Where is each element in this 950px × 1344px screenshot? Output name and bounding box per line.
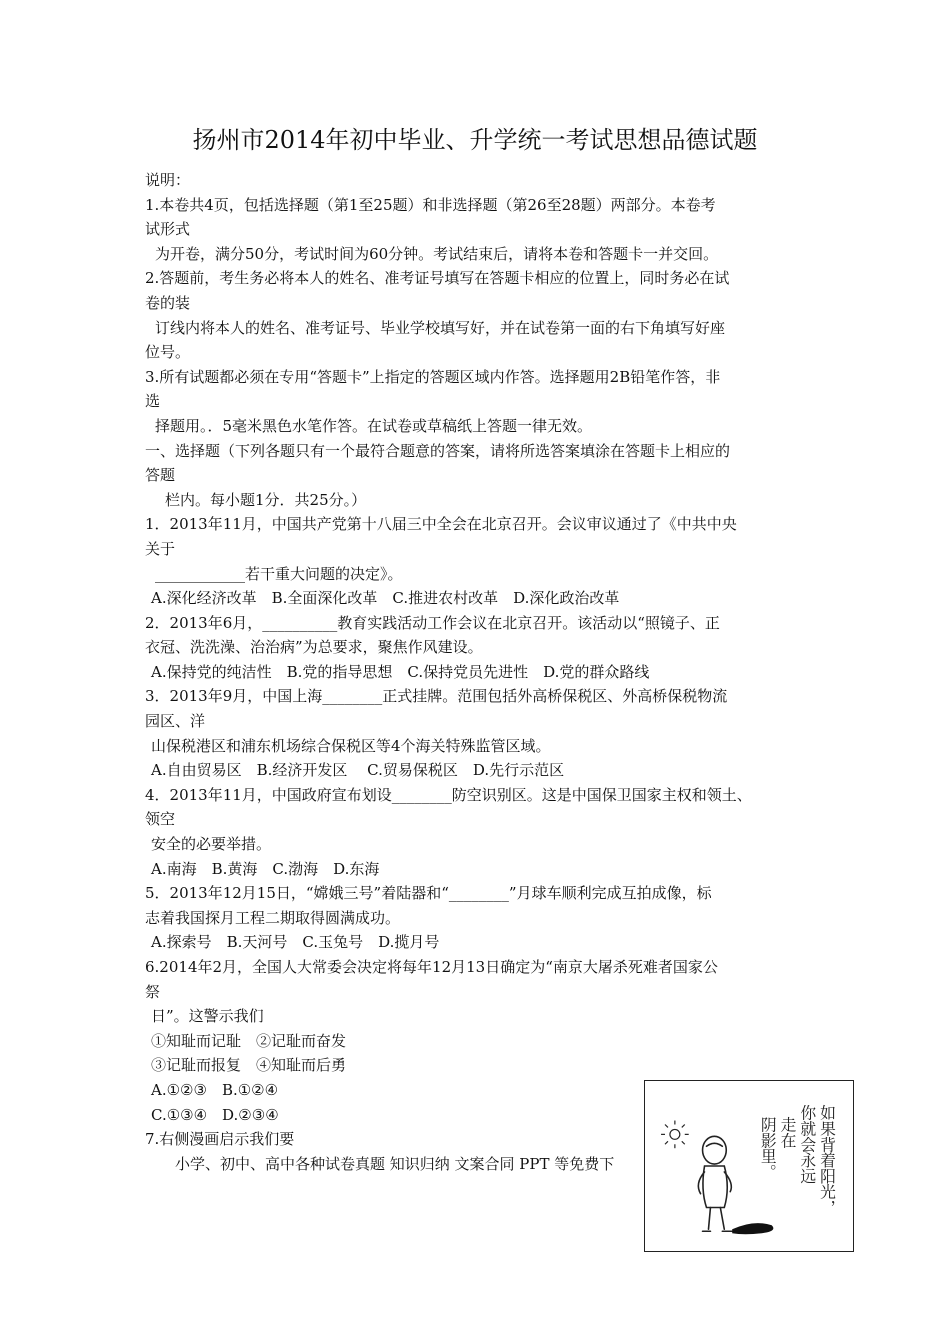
question-options: A.①②③ B.①②④ [151, 1080, 279, 1099]
exam-body [145, 168, 810, 1176]
question-stem: 3．2013年9月，中国上海________正式挂牌。范围包括外高桥保税区、外高桥保税物流 [145, 687, 728, 706]
comic-caption-col-1: 如果背着阳光， [817, 1104, 837, 1216]
question-stem: 山保税港区和浦东机场综合保税区等4个海关特殊监管区域。 [151, 736, 551, 755]
question-options: A.探索号 B.天河号 C.玉兔号 D.揽月号 [151, 933, 440, 952]
comic-caption-col-2: 你就会永远 [797, 1104, 817, 1184]
question-stem: 园区、洋 [145, 712, 206, 731]
instruction-line: 1.本卷共4页，包括选择题（第1至25题）和非选择题（第26至28题）两部分。本卷考 [145, 195, 716, 214]
question-stem: 领空 [145, 810, 176, 829]
question-stem: 5．2013年12月15日，“嫦娥三号”着陆器和“________”月球车顺利完成互拍成像，标 [145, 884, 712, 903]
comic-illustration [644, 1080, 854, 1252]
instruction-line: 择题用。．5毫米黑色水笔作答。在试卷或草稿纸上答题一律无效。 [155, 416, 593, 435]
comic-caption-col-4: 阴影里。 [758, 1116, 778, 1180]
comic-caption-col-3: 走在 [778, 1116, 798, 1149]
instruction-line: 3.所有试题都必须在专用“答题卡”上指定的答题区域内作答。选择题用2B铅笔作答，非 [145, 367, 721, 386]
question-stem: 1．2013年11月，中国共产党第十八届三中全会在北京召开。会议审议通过了《中共中央 [145, 515, 737, 534]
instruction-line: 位号。 [145, 343, 191, 362]
instructions-heading: 说明： [145, 171, 191, 189]
comic-drawing [645, 1081, 853, 1251]
section-heading: 一、选择题（下列各题只有一个最符合题意的答案，请将所选答案填涂在答题卡上相应的 [145, 441, 731, 460]
sun-icon [661, 1121, 689, 1149]
question-options: C.①③④ D.②③④ [151, 1105, 279, 1124]
instruction-line: 2.答题前，考生务必将本人的姓名、准考证号填写在答题卡相应的位置上，同时务必在试 [145, 269, 730, 288]
question-options: A.深化经济改革 B.全面深化改革 C.推进农村改革 D.深化政治改革 [151, 589, 620, 608]
question-stem: 安全的必要举措。 [151, 835, 272, 854]
instruction-line: 为开卷，满分50分，考试时间为60分钟。考试结束后，请将本卷和答题卡一并交回。 [155, 244, 719, 263]
instruction-line: 选 [145, 392, 161, 411]
question-options: A.南海 B.黄海 C.渤海 D.东海 [151, 859, 380, 878]
instruction-line: 试形式 [145, 220, 191, 239]
question-options: A.自由贸易区 B.经济开发区 C.贸易保税区 D.先行示范区 [151, 761, 565, 780]
shadow-shape [732, 1223, 773, 1234]
question-stem: ____________若干重大问题的决定》。 [155, 564, 403, 583]
question-stem: 4．2013年11月，中国政府宣布划设________防空识别区。这是中国保卫国家主权和领土、 [145, 785, 752, 804]
question-stem: 关于 [145, 539, 176, 558]
footer-text: 小学、初中、高中各种试卷真题 知识归纳 文案合同 PPT 等免费下 [175, 1154, 615, 1173]
person-figure [698, 1136, 732, 1231]
instruction-line: 卷的装 [145, 293, 191, 312]
question-stem: 日”。这警示我们 [151, 1007, 264, 1026]
question-options: A.保持党的纯洁性 B.党的指导思想 C.保持党员先进性 D.党的群众路线 [151, 662, 650, 681]
question-stem: 6.2014年2月，全国人大常委会决定将每年12月13日确定为“南京大屠杀死难者国家公 [145, 958, 718, 976]
question-stem: 祭 [145, 982, 161, 1001]
instruction-line: 订线内将本人的姓名、准考证号、毕业学校填写好，并在试卷第一面的右下角填写好座 [155, 318, 726, 337]
question-stem: 衣冠、洗洗澡、治治病”为总要求，聚焦作风建设。 [145, 638, 483, 657]
section-heading: 答题 [145, 466, 176, 485]
question-stem: 2．2013年6月，__________教育实践活动工作会议在北京召开。该活动以“照镜子、正 [145, 613, 720, 632]
statement-line: ③记耻而报复 ④知耻而后勇 [151, 1056, 347, 1075]
question-stem: 志着我国探月工程二期取得圆满成功。 [145, 908, 401, 927]
question-stem: 7.右侧漫画启示我们要 [145, 1130, 295, 1149]
statement-line: ①知耻而记耻 ②记耻而奋发 [151, 1031, 347, 1050]
page-title: 扬州市2014年初中毕业、升学统一考试思想品德试题 [192, 126, 758, 154]
section-heading: 栏内。每小题1分．共25分。） [165, 490, 367, 509]
